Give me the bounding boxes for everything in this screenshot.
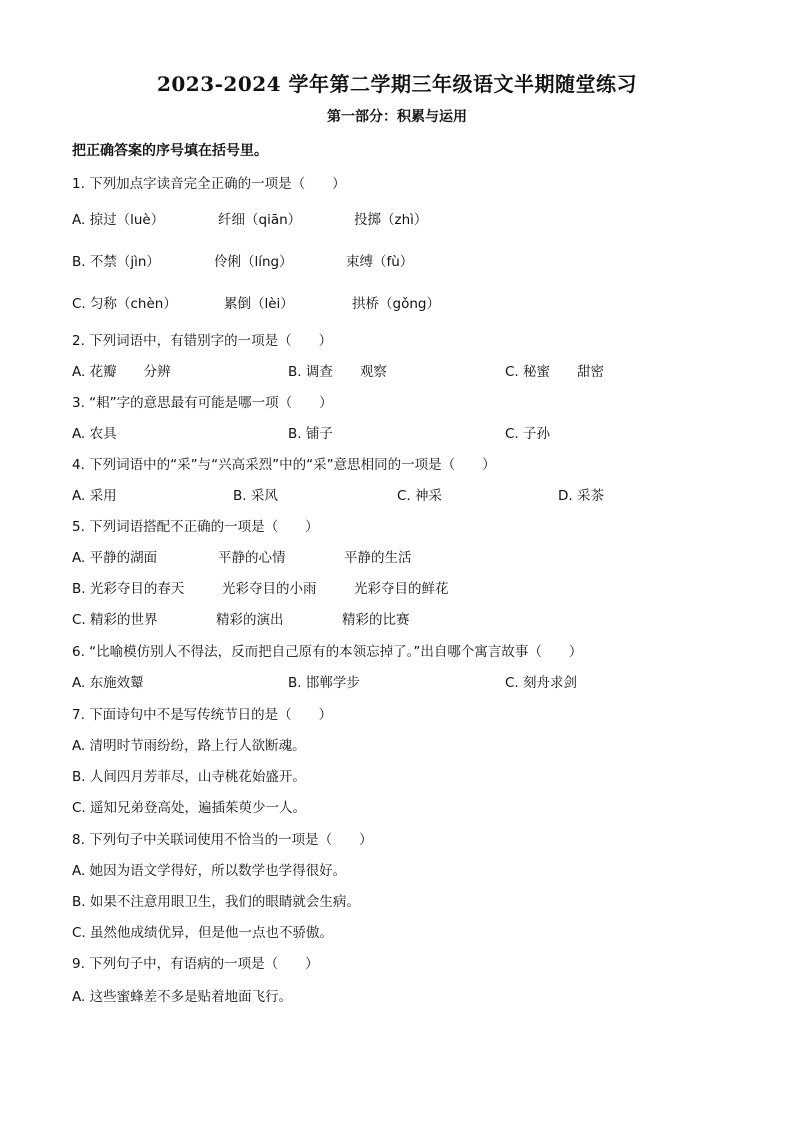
question-9-stem: 9. 下列句子中，有语病的一项是（ ） — [72, 956, 319, 972]
question-8-option-c: C. 虽然他成绩优异，但是他一点也不骄傲。 — [72, 925, 334, 941]
option-text: 拱桥（gǒng） — [352, 296, 440, 312]
option-text: 平静的生活 — [344, 550, 412, 566]
option-text: C. 匀称（chèn） — [72, 296, 177, 312]
option-text: 纤细（qiān） — [218, 212, 302, 228]
question-2-stem: 2. 下列词语中，有错别字的一项是（ ） — [72, 333, 333, 349]
option-text: B. 调查 观察 — [288, 364, 387, 380]
question-4-stem: 4. 下列词语中的“采”与“兴高采烈”中的“采”意思相同的一项是（ ） — [72, 457, 496, 473]
question-7-option-c: C. 遥知兄弟登高处，遍插茱萸少一人。 — [72, 800, 307, 816]
question-1-option-c — [72, 292, 732, 312]
question-1-stem: 1. 下列加点字读音完全正确的一项是（ ） — [72, 176, 346, 192]
option-text: B. 不禁（jìn） — [72, 254, 160, 270]
question-7-option-b: B. 人间四月芳菲尽，山寺桃花始盛开。 — [72, 769, 306, 785]
question-7-option-a: A. 清明时节雨纷纷，路上行人欲断魂。 — [72, 738, 306, 754]
option-text: C. 精彩的世界 — [72, 612, 158, 628]
question-8-option-a: A. 她因为语文学得好，所以数学也学得很好。 — [72, 863, 347, 879]
question-5-stem: 5. 下列词语搭配不正确的一项是（ ） — [72, 519, 319, 535]
option-text: 投掷（zhì） — [354, 212, 428, 228]
option-text: C. 子孙 — [505, 426, 551, 442]
question-6-stem: 6. “比喻模仿别人不得法，反而把自己原有的本领忘掉了。”出自哪个寓言故事（ ） — [72, 644, 583, 660]
option-text: 伶俐（líng） — [214, 254, 293, 270]
option-text: A. 东施效颦 — [72, 675, 144, 691]
option-text: D. 采茶 — [558, 488, 604, 504]
question-1-option-b — [72, 250, 732, 270]
option-text: A. 平静的湖面 — [72, 550, 158, 566]
option-text: 光彩夺目的鲜花 — [354, 581, 449, 597]
question-8-stem: 8. 下列句子中关联词使用不恰当的一项是（ ） — [72, 832, 373, 848]
option-text: B. 采风 — [233, 488, 278, 504]
option-text: 束缚（fù） — [346, 254, 414, 270]
question-9-option-a: A. 这些蜜蜂差不多是贴着地面飞行。 — [72, 989, 293, 1005]
option-text: 精彩的比赛 — [342, 612, 410, 628]
option-text: C. 秘蜜 甜密 — [505, 364, 605, 380]
question-1-option-a — [72, 208, 732, 228]
question-8-option-b: B. 如果不注意用眼卫生，我们的眼睛就会生病。 — [72, 894, 360, 910]
option-text: 累倒（lèi） — [224, 296, 294, 312]
question-6-options — [72, 671, 732, 691]
option-text: 光彩夺目的小雨 — [222, 581, 317, 597]
option-text: A. 采用 — [72, 488, 117, 504]
section-heading: 第一部分：积累与运用 — [327, 109, 467, 125]
option-text: B. 铺子 — [288, 426, 333, 442]
option-text: A. 花瓣 分辨 — [72, 364, 171, 380]
instruction: 把正确答案的序号填在括号里。 — [72, 143, 268, 159]
question-2-options — [72, 360, 732, 380]
option-text: A. 农具 — [72, 426, 117, 442]
question-5-option-c — [72, 608, 732, 628]
option-text: 平静的心情 — [218, 550, 286, 566]
option-text: 精彩的演出 — [216, 612, 284, 628]
question-3-options — [72, 422, 732, 442]
question-4-options — [72, 484, 732, 504]
option-text: C. 刻舟求剑 — [505, 675, 578, 691]
option-text: B. 邯郸学步 — [288, 675, 360, 691]
option-text: B. 光彩夺目的春天 — [72, 581, 185, 597]
page-title: 2023-2024 学年第二学期三年级语文半期随堂练习 — [156, 72, 638, 96]
question-5-option-b — [72, 577, 732, 597]
option-text: C. 神采 — [397, 488, 443, 504]
option-text: A. 掠过（luè） — [72, 212, 165, 228]
question-3-stem: 3. “耜”字的意思最有可能是哪一项（ ） — [72, 395, 333, 411]
question-5-option-a — [72, 546, 732, 566]
question-7-stem: 7. 下面诗句中不是写传统节日的是（ ） — [72, 707, 333, 723]
